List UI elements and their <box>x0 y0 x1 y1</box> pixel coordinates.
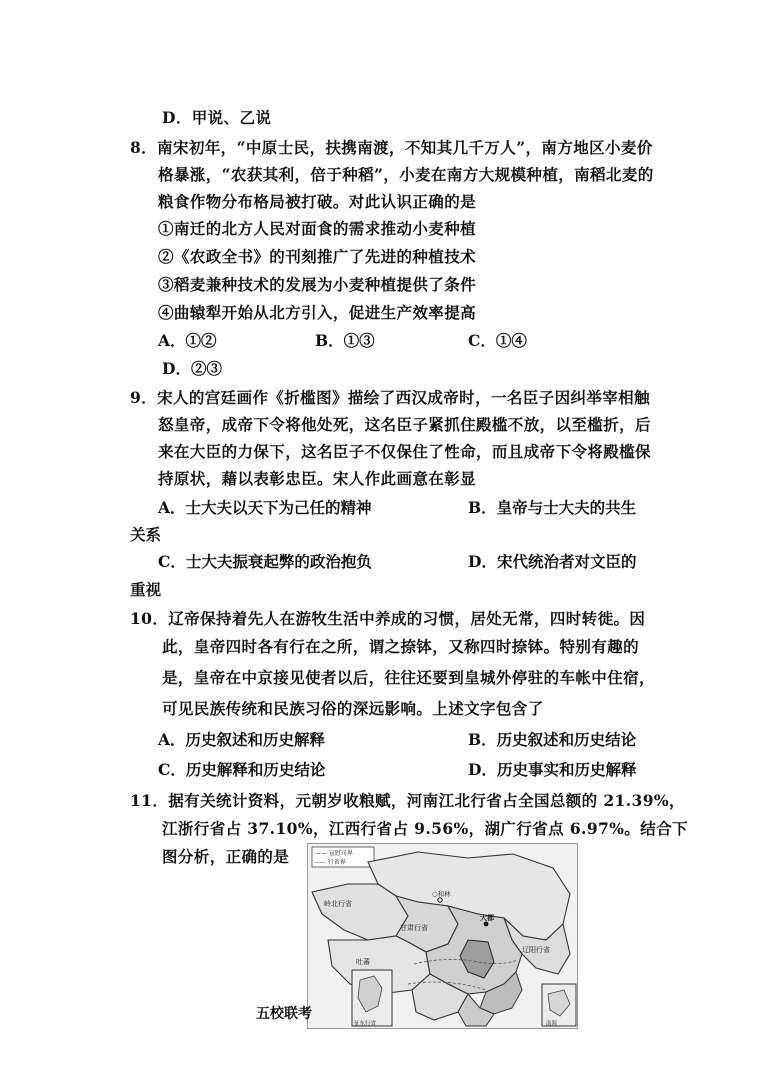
q10-line-2: 此，皇帝四时各有行在之所，谓之捺钵，又称四时捺钵。特别有趣的 <box>162 637 640 656</box>
q8-line-2: 格暴涨，“农获其利，倍于种稻”，小麦在南方大规模种植，南稻北麦的 <box>158 165 654 184</box>
q8-statement-4: ④曲辕犁开始从北方引入，促进生产效率提高 <box>158 303 477 322</box>
q9-option-b-wrap: 关系 <box>130 525 162 544</box>
yuan-map-svg <box>308 844 577 1028</box>
q9-line-3: 来在大臣的力保下，这名臣子不仅保住了性命，而且成帝下令将殿槛保 <box>158 442 651 461</box>
q11-line-3: 图分析，正确的是 <box>162 847 290 866</box>
q8-option-b[interactable]: B．①③ <box>315 331 375 350</box>
map-label: 南海 <box>546 1021 558 1027</box>
q9-option-a[interactable]: A．士大夫以天下为己任的精神 <box>158 498 372 517</box>
map-label: 大都 <box>480 914 494 922</box>
q8-option-d[interactable]: D．②③ <box>162 359 222 378</box>
map-label: ○和林 <box>432 890 451 898</box>
q10-option-b[interactable]: B．历史叙述和历史结论 <box>468 730 637 749</box>
q8-line-1: 8．南宋初年，“中原士民，扶携南渡，不知其几千万人”，南方地区小麦价 <box>130 138 653 157</box>
yuan-map-figure <box>307 843 578 1029</box>
q9-option-d-wrap: 重视 <box>130 580 162 599</box>
map-label: 岭北行省 <box>324 900 352 908</box>
q8-line-3: 粮食作物分布格局被打破。对此认识正确的是 <box>158 192 477 211</box>
q10-option-c[interactable]: C．历史解释和历史结论 <box>158 760 326 779</box>
map-label: 征东行省 <box>354 1021 377 1027</box>
q11-line-1: 11．据有关统计资料，元朝岁收粮赋，河南江北行省占全国总额的 21.39%， <box>130 791 685 810</box>
q8-statement-2: ②《农政全书》的刊刻推广了先进的种植技术 <box>158 247 477 266</box>
q8-option-a[interactable]: A．①② <box>158 331 217 350</box>
q8-option-c[interactable]: C．①④ <box>468 331 527 350</box>
dadu-marker <box>484 922 489 927</box>
q9-line-2: 怒皇帝，成帝下令将他处死，这名臣子紧抓住殿槛不放，以至槛折，后 <box>158 415 651 434</box>
map-legend-item: —— 宣慰司界 <box>315 850 353 857</box>
q10-option-a[interactable]: A．历史叙述和历史解释 <box>158 730 326 749</box>
q10-line-4: 可见民族传统和民族习俗的深远影响。上述文字包含了 <box>162 699 544 718</box>
map-label: 甘肃行省 <box>400 924 428 932</box>
q9-option-d[interactable]: D．宋代统治者对文臣的 <box>468 552 637 571</box>
q10-line-1: 10．辽帝保持着先人在游牧生活中养成的习惯，居处无常，四时转徙。因 <box>130 609 646 628</box>
q10-option-d[interactable]: D．历史事实和历史解释 <box>468 760 637 779</box>
q11-line-2: 江浙行省占 37.10%，江西行省占 9.56%，湖广行省点 6.97%。结合下 <box>162 819 688 838</box>
map-label: 吐蕃 <box>356 958 370 966</box>
q8-statement-3: ③稻麦兼种技术的发展为小麦种植提供了条件 <box>158 275 477 294</box>
q9-line-4: 持原状，藉以表彰忠臣。宋人作此画意在彰显 <box>158 469 477 488</box>
map-legend-item: ----- 行省界 <box>315 859 346 866</box>
q9-line-1: 9．宋人的宫廷画作《折槛图》描绘了西汉成帝时，一名臣子因纠举宰相触 <box>130 388 650 407</box>
footer-label: 五校联考 <box>256 1006 312 1022</box>
q9-option-b[interactable]: B．皇帝与士大夫的共生 <box>468 498 637 517</box>
q10-line-3: 是，皇帝在中京接见使者以后，往往还要到皇城外停驻的车帐中住宿， <box>162 668 655 687</box>
q8-statement-1: ①南迁的北方人民对面食的需求推动小麦种植 <box>158 219 477 238</box>
q7-option-d: D．甲说、乙说 <box>162 108 272 127</box>
q9-option-c[interactable]: C．士大夫振衰起弊的政治抱负 <box>158 552 372 571</box>
map-label: 辽阳行省 <box>522 946 550 954</box>
